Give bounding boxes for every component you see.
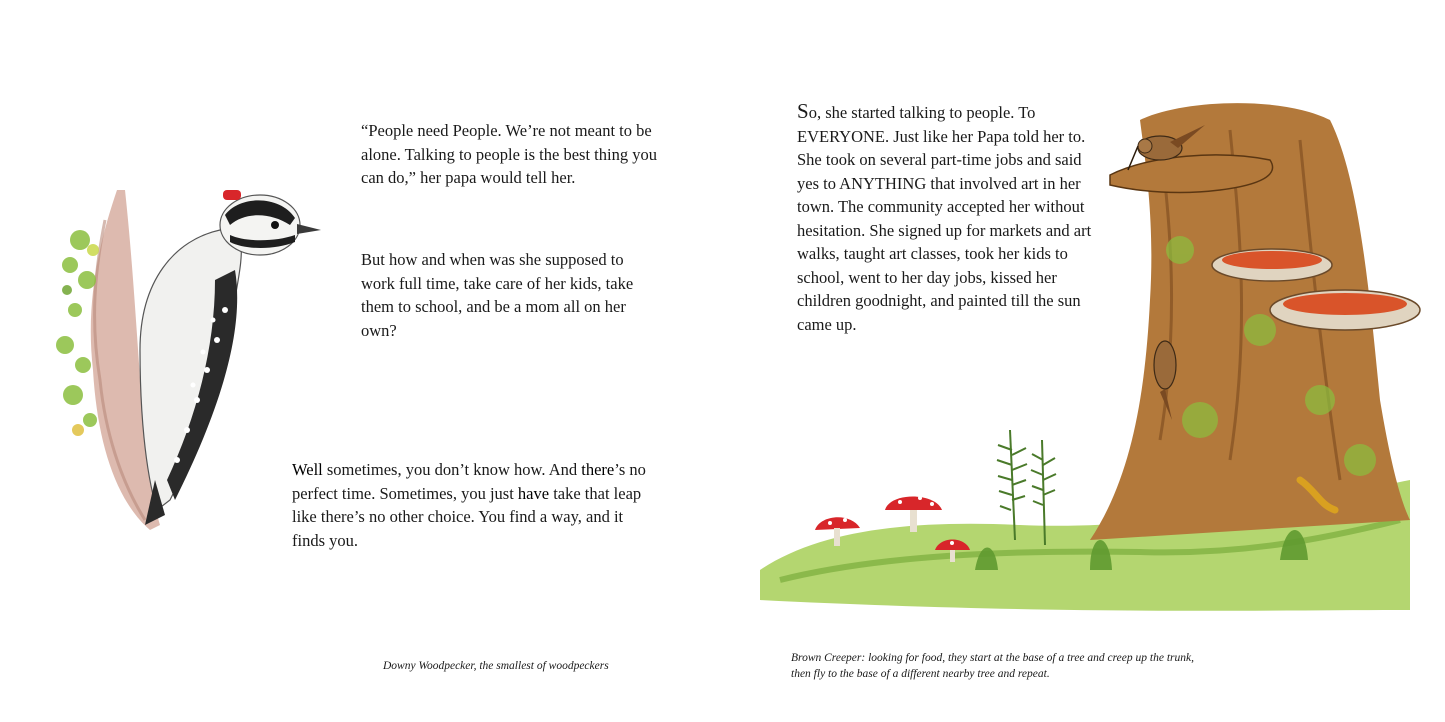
caption-brown-creeper: Brown Creeper: looking for food, they start at the base of a tree and creep up the trunk, then fly to the base of a different nearby tree and repeat. [791, 652, 1194, 680]
left-page [0, 0, 722, 722]
caption-woodpecker: Downy Woodpecker, the smallest of woodpeckers [383, 660, 609, 672]
paragraph-well-sometimes [292, 458, 652, 552]
paragraph-body: o, she started talking to people. To EVERYONE. Just like her Papa told her to. She took on several part-time jobs and said yes to ANYTHING that involved art in her town. The community accepted her without hesitation. She signed up for markets and art walks, taught art classes, took her kids to school, went to her day jobs, kissed her children goodnight, and painted till the sun came up. [797, 103, 1092, 334]
tree-stump-with-brown-creepers-illustration [760, 100, 1420, 620]
paragraph-papa-quote: “People need People. We’re not meant to be alone. Talking to people is the best thing you can do,” her papa would tell her. [361, 121, 657, 187]
paragraph-how-and-when: But how and when was she supposed to work full time, take care of her kids, take them to school, and be a mom all on her own? [361, 250, 634, 340]
dropcap: S [797, 99, 809, 123]
emphasis-well: Well [292, 460, 323, 479]
text-run: sometimes, you don’t know how. And [322, 460, 582, 479]
text-run: take that leap like there’s no other choice. You find a way, and it finds you. [292, 483, 642, 550]
emphasis-have: have [517, 483, 550, 503]
emphasis-there: there [581, 460, 615, 479]
text-run: ’s no perfect time. Sometimes, you just [292, 460, 646, 503]
right-page [722, 0, 1445, 722]
